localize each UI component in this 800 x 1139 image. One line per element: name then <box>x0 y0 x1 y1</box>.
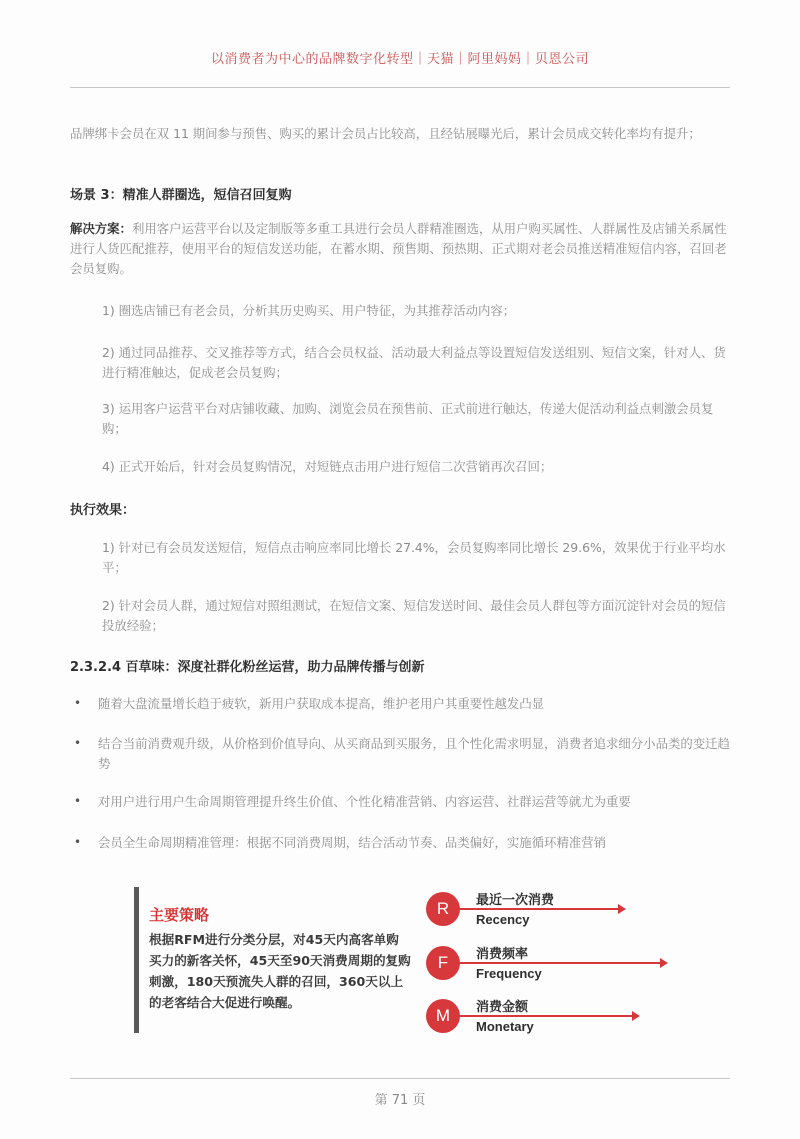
arrow-right-icon <box>660 958 668 968</box>
arrow-line <box>456 962 662 964</box>
step-item: 3) 运用客户运营平台对店铺收藏、加购、浏览会员在预售前、正式前进行触达，传递大促活动利益点刺激会员复购； <box>102 401 714 436</box>
effect-item: 1) 针对已有会员发送短信，短信点击响应率同比增长 27.4%，会员复购率同比增长 29.6%，效果优于行业平均水平； <box>102 540 726 575</box>
rfm-en-label: Frequency <box>476 966 542 981</box>
bullet-icon: • <box>74 794 82 808</box>
bullet-icon: • <box>74 696 82 710</box>
rfm-cn-label: 消费频率 <box>476 947 529 962</box>
intro-paragraph: 品牌绑卡会员在双 11 期间参与预售、购买的累计会员占比较高，且经钻展曝光后，累计会员成交转化率均有提升； <box>70 126 701 141</box>
bullet-icon: • <box>74 736 82 750</box>
recency-circle-icon: R <box>426 892 460 926</box>
frequency-circle-icon: F <box>426 946 460 980</box>
strategy-text: 根据RFM进行分类分层，对45天内高客单购买力的新客关怀，45天至90天消费周期的复购刺激，180天预流失人群的召回，360天以上的老客结合大促进行唤醒。 <box>149 932 411 1010</box>
step-item: 2) 通过同品推荐、交叉推荐等方式，结合会员权益、活动最大利益点等设置短信发送组别、短信文案，针对人、货进行精准触达，促成老会员复购； <box>102 345 726 380</box>
monetary-circle-icon: M <box>426 999 460 1033</box>
page-number: 第 71 页 <box>374 1093 426 1108</box>
solution-label: 解决方案： <box>70 221 132 236</box>
arrow-right-icon <box>632 1011 640 1021</box>
step-item: 1) 圈选店铺已有老会员，分析其历史购买、用户特征，为其推荐活动内容； <box>102 303 516 318</box>
header-divider <box>70 87 730 88</box>
solution-text: 利用客户运营平台以及定制版等多重工具进行会员人群精准圈选，从用户购买属性、人群属性及店铺关系属性进行人货匹配推荐，使用平台的短信发送功能，在蓄水期、预售期、预热期、正式期对老会员推送精准短信内容，召回老会员复购。 <box>70 221 727 276</box>
bullet-item: 会员全生命周期精准管理：根据不同消费周期，结合活动节奏、品类偏好，实施循环精准营销 <box>98 835 607 850</box>
bullet-item: 随着大盘流量增长趋于疲软，新用户获取成本提高，维护老用户其重要性越发凸显 <box>98 696 545 711</box>
rfm-recency <box>426 892 686 932</box>
step-item: 4) 正式开始后，针对会员复购情况，对短链点击用户进行短信二次营销再次召回； <box>102 459 553 474</box>
arrow-line <box>456 1015 634 1017</box>
bullet-item: 对用户进行用户生命周期管理提升终生价值、个性化精准营销、内容运营、社群运营等就尤为重要 <box>98 794 631 809</box>
strategy-title: 主要策略 <box>149 906 210 924</box>
arrow-right-icon <box>618 904 626 914</box>
strategy-box <box>134 887 409 1033</box>
rfm-cn-label: 最近一次消费 <box>476 893 555 908</box>
section-heading: 2.3.2.4 百草味：深度社群化粉丝运营，助力品牌传播与创新 <box>70 660 425 675</box>
effect-heading: 执行效果： <box>70 503 136 518</box>
rfm-en-label: Recency <box>476 912 530 927</box>
document-header: 以消费者为中心的品牌数字化转型｜天猫｜阿里妈妈｜贝恩公司 <box>210 52 589 67</box>
rfm-frequency <box>426 946 686 986</box>
bullet-icon: • <box>74 835 82 849</box>
footer-divider <box>70 1078 730 1079</box>
effect-item: 2) 针对会员人群，通过短信对照组测试，在短信文案、短信发送时间、最佳会员人群包等方面沉淀针对会员的短信投放经验； <box>102 598 726 633</box>
arrow-line <box>456 908 620 910</box>
rfm-cn-label: 消费金额 <box>476 1000 529 1015</box>
solution-paragraph <box>70 219 732 279</box>
rfm-en-label: Monetary <box>476 1019 534 1034</box>
rfm-monetary <box>426 999 686 1039</box>
scene3-heading: 场景 3：精准人群圈选，短信召回复购 <box>70 188 292 203</box>
bullet-item: 结合当前消费观升级，从价格到价值导向、从买商品到买服务，且个性化需求明显，消费者追求细分小品类的变迁趋势 <box>98 736 730 771</box>
